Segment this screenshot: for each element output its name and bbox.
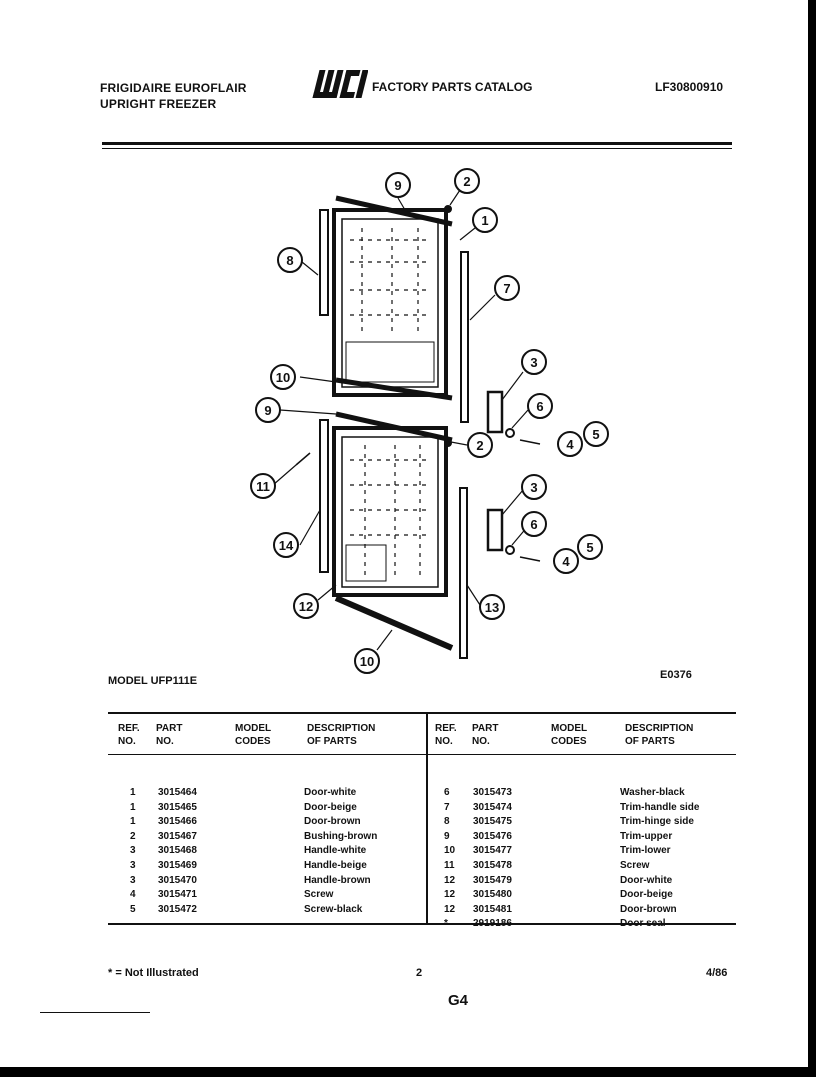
- lower-trim-lower: [336, 598, 452, 648]
- cell-desc: Handle-white: [304, 845, 367, 857]
- cell-part: 3015476: [473, 830, 512, 842]
- upper-handle: [488, 392, 502, 432]
- svg-text:11: 11: [256, 479, 270, 494]
- callout-9-upper: [386, 173, 410, 197]
- cell-part: 3015464: [158, 787, 197, 798]
- cell-ref: 6: [444, 787, 450, 798]
- callout-3-upper: [522, 350, 546, 374]
- cell-desc: Door-brown: [620, 903, 677, 915]
- cell-part: 2919186: [473, 918, 512, 930]
- cell-part: 3015471: [158, 889, 197, 901]
- header-model-codes: MODEL CODES: [551, 723, 588, 747]
- cell-desc: Door-beige: [304, 801, 357, 813]
- cell-ref: 9: [444, 830, 450, 842]
- cell-desc: Door seal: [620, 918, 666, 930]
- svg-text:6: 6: [530, 517, 538, 532]
- page-number: 2: [416, 967, 423, 979]
- svg-text:10: 10: [275, 370, 291, 385]
- header-part: PART NO.: [472, 723, 499, 747]
- cell-desc: Door-white: [304, 787, 357, 798]
- callout-5-lower: [578, 535, 602, 559]
- svg-text:4: 4: [566, 437, 574, 452]
- svg-text:3: 3: [530, 480, 538, 495]
- cell-part: 3015468: [158, 845, 197, 857]
- header-description: DESCRIPTION OF PARTS: [307, 723, 376, 747]
- diagram-code: E0376: [660, 669, 692, 681]
- table-divider: [426, 712, 428, 924]
- callout-4-upper: [558, 432, 582, 456]
- product-line: UPRIGHT FREEZER: [100, 97, 217, 111]
- cell-desc: Door-brown: [304, 816, 361, 828]
- cell-desc: Trim-lower: [620, 845, 671, 857]
- svg-text:1: 1: [481, 213, 489, 228]
- cell-ref: 3: [130, 860, 136, 871]
- cell-ref: 2: [130, 830, 136, 842]
- cell-ref: 10: [444, 845, 456, 857]
- callout-2-lower: [468, 433, 492, 457]
- cell-part: 3015472: [158, 903, 197, 915]
- brand-line: FRIGIDAIRE EUROFLAIR: [100, 81, 247, 95]
- catalog-title: FACTORY PARTS CATALOG: [372, 80, 533, 94]
- callout-3-lower: [522, 475, 546, 499]
- print-date: 4/86: [706, 967, 728, 979]
- cell-desc: Screw: [304, 889, 334, 901]
- callout-4-lower: [554, 549, 578, 573]
- cell-desc: Trim-upper: [620, 830, 673, 842]
- cell-part: 3015478: [473, 860, 512, 871]
- cell-ref: 12: [444, 874, 456, 886]
- upper-trim-handle: [461, 252, 468, 422]
- footer-rule: [40, 1012, 150, 1013]
- cell-ref: 12: [444, 903, 456, 915]
- lower-handle: [488, 510, 502, 550]
- cell-ref: 7: [444, 801, 450, 813]
- catalog-number: LF30800910: [655, 80, 724, 94]
- cell-part: 3015469: [158, 860, 197, 871]
- table-top-rule: [108, 712, 736, 714]
- callout-13: [480, 595, 504, 619]
- callout-8: [278, 248, 302, 272]
- cell-desc: Screw-black: [304, 903, 363, 915]
- header-part: PART NO.: [156, 723, 183, 747]
- header-description: DESCRIPTION OF PARTS: [625, 723, 694, 747]
- cell-part: 3015465: [158, 801, 197, 813]
- cell-desc: Trim-handle side: [620, 801, 700, 813]
- cell-ref: 5: [130, 903, 136, 915]
- svg-text:8: 8: [286, 253, 294, 268]
- svg-text:7: 7: [503, 281, 511, 296]
- svg-text:12: 12: [298, 599, 314, 614]
- table-header-rule: [108, 754, 736, 755]
- section-code: G4: [448, 992, 469, 1009]
- cell-ref: 8: [444, 816, 450, 828]
- svg-text:14: 14: [278, 538, 294, 553]
- upper-door: [334, 210, 446, 395]
- callout-6-upper: [528, 394, 552, 418]
- cell-ref: 1: [130, 787, 136, 798]
- callout-12: [294, 594, 318, 618]
- cell-ref: 4: [130, 889, 136, 901]
- lower-trim-handle: [460, 488, 467, 658]
- svg-text:3: 3: [530, 355, 538, 370]
- logo-text: WCI: [312, 68, 314, 69]
- cell-ref: 1: [130, 801, 136, 813]
- cell-desc: Screw: [620, 860, 650, 871]
- header-ref: REF. NO.: [118, 723, 140, 747]
- callout-11: [251, 474, 275, 498]
- cell-desc: Handle-brown: [304, 874, 371, 886]
- svg-text:13: 13: [484, 600, 500, 615]
- cell-ref: 3: [130, 874, 136, 886]
- cell-part: 3015480: [473, 889, 512, 901]
- cell-desc: Door-beige: [620, 889, 673, 901]
- header-model-codes: MODEL CODES: [235, 723, 272, 747]
- callout-5-upper: [584, 422, 608, 446]
- cell-part: 3015470: [158, 874, 197, 886]
- lower-trim-hinge: [320, 420, 328, 572]
- lower-door: [334, 428, 446, 595]
- cell-ref: *: [444, 918, 448, 930]
- callout-2-upper: [455, 169, 479, 193]
- callout-7: [495, 276, 519, 300]
- callout-9-lower: [256, 398, 280, 422]
- cell-part: 3015467: [158, 830, 197, 842]
- header-ref: REF. NO.: [435, 723, 457, 747]
- svg-text:4: 4: [562, 554, 570, 569]
- cell-part: 3015481: [473, 903, 512, 915]
- svg-text:10: 10: [359, 654, 375, 669]
- callout-14: [274, 533, 298, 557]
- cell-part: 3015474: [473, 801, 512, 813]
- svg-text:9: 9: [264, 403, 272, 418]
- svg-text:6: 6: [536, 399, 544, 414]
- cell-ref: 1: [130, 816, 136, 828]
- callout-6-lower: [522, 512, 546, 536]
- cell-ref: 12: [444, 889, 456, 901]
- cell-desc: Washer-black: [620, 787, 685, 798]
- cell-desc: Bushing-brown: [304, 830, 378, 842]
- cell-desc: Handle-beige: [304, 860, 367, 871]
- cell-ref: 3: [130, 845, 136, 857]
- cell-part: 3015473: [473, 787, 512, 798]
- upper-trim-hinge: [320, 210, 328, 315]
- callout-1: [473, 208, 497, 232]
- footnote: * = Not Illustrated: [108, 967, 199, 979]
- model-label: MODEL UFP111E: [108, 675, 198, 687]
- callout-10-upper: [271, 365, 295, 389]
- cell-part: 3015466: [158, 816, 197, 828]
- cell-ref: 11: [444, 860, 455, 871]
- parts-table: [108, 712, 736, 930]
- svg-text:5: 5: [586, 540, 594, 555]
- svg-text:5: 5: [592, 427, 600, 442]
- svg-text:2: 2: [463, 174, 471, 189]
- cell-desc: Trim-hinge side: [620, 816, 694, 828]
- cell-part: 3015477: [473, 845, 512, 857]
- cell-part: 3015475: [473, 816, 512, 828]
- svg-text:2: 2: [476, 438, 484, 453]
- callout-10-lower: [355, 649, 379, 673]
- cell-desc: Door-white: [620, 874, 673, 886]
- cell-part: 3015479: [473, 874, 512, 886]
- svg-text:9: 9: [394, 178, 402, 193]
